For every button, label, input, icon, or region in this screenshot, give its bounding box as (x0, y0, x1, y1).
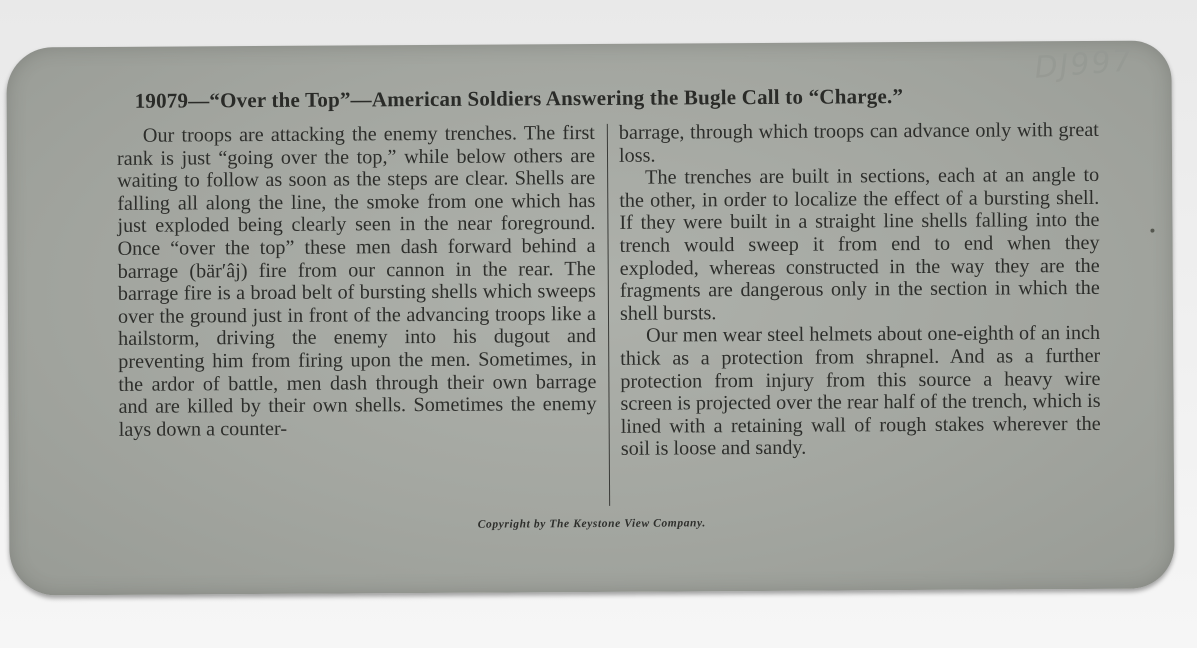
column-divider (607, 124, 610, 506)
stereoview-card-back (6, 40, 1174, 595)
right-text-column (619, 119, 1101, 461)
handwritten-catalog-note: DJ997 (1033, 43, 1135, 86)
surface-speck (1150, 229, 1154, 233)
right-paragraph-2: The trenches are built in sections, each at an angle to the other, in order to localize the effect of a bursting shell. If they were built in a straight line shells falling into the trench would sweep it from end to end when they exploded, whereas constructed in the way they are the fragments are dangerous only in the section in which the shell bursts. (619, 164, 1100, 325)
left-text-column (117, 122, 597, 441)
right-paragraph-1: barrage, through which troops can advance only with great loss. (618, 118, 1099, 167)
left-paragraph-1: Our troops are attacking the enemy trenches. The first rank is just “going over the top,” while below others are waiting to follow as soon as the steps are clear. Shells are falling all along the line, the smoke from one which has just exploded being clearly seen in the near foreground. Once “over the top” these men dash forward behind a barrage (bär′âj) fire from our cannon in the rear. The barrage fire is a broad belt of bursting shells which sweeps over the ground just in front of the advancing troops like a hailstorm, driving the enemy into his dugout and preventing him from firing upon the men. Sometimes, in the ardor of battle, men dash through their own barrage and are killed by their own shells. Sometimes the enemy lays down a counter- (116, 121, 597, 441)
right-paragraph-3: Our men wear steel helmets about one-eighth of an inch thick as a protection from shrapnel. And as a further protection from injury from this source a heavy wire screen is projected over the rear half of the trench, which is lined with a retaining wall of rough stakes wherever the soil is loose and sandy. (620, 322, 1101, 461)
copyright-line: Copyright by The Keystone View Company. (477, 517, 706, 531)
card-title: 19079—“Over the Top”—American Soldiers Answering the Bugle Call to “Charge.” (134, 84, 904, 113)
